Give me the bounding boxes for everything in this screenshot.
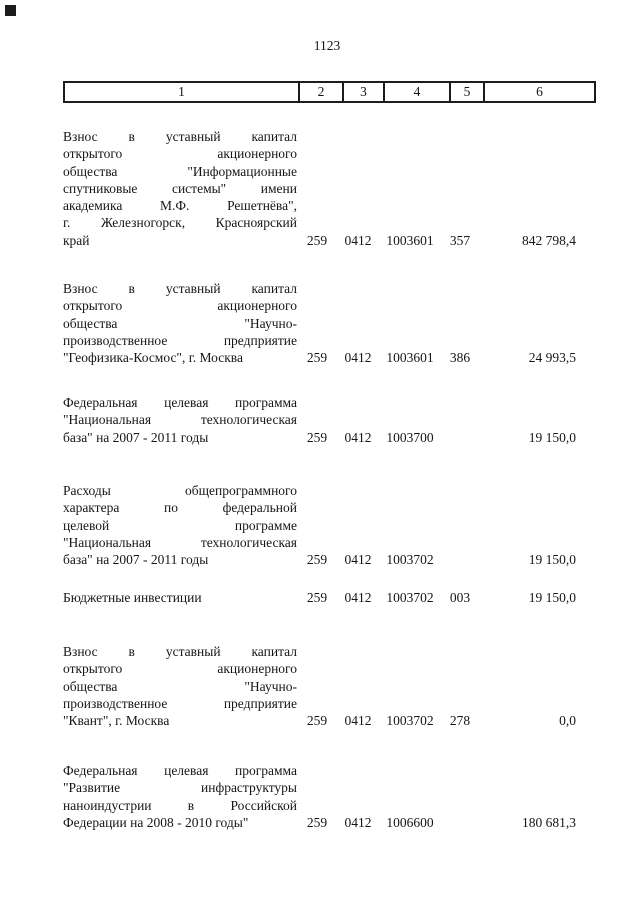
row-codes-and-amount (297, 712, 576, 729)
expense-type-cell: 003 (449, 590, 471, 605)
table-row (63, 589, 576, 606)
description-line: край (63, 232, 90, 248)
target-article-cell: 1003601 (386, 232, 434, 248)
amount-cell: 0,0 (559, 713, 576, 729)
chapter-code-cell: 259 (306, 350, 328, 366)
row-codes-and-amount (297, 232, 576, 249)
row-description (63, 394, 297, 446)
description-line: открытого акционерного (63, 661, 297, 677)
section-code-cell: 0412 (344, 590, 372, 605)
expense-type-cell (441, 814, 479, 831)
row-description (63, 762, 297, 831)
header-cell-6: 6 (536, 84, 543, 99)
scan-artifact-mark (5, 5, 16, 16)
page-number: 1123 (313, 38, 341, 53)
description-line: Федеральная целевая программа (63, 395, 297, 410)
expense-type-cell: 386 (449, 350, 471, 366)
section-code-cell: 0412 (344, 552, 372, 568)
chapter-code-cell: 259 (306, 429, 328, 445)
description-line: Расходы общепрограммного (63, 483, 297, 498)
row-description (63, 482, 297, 568)
table-row (63, 643, 576, 729)
expense-type-cell: 278 (449, 713, 471, 729)
row-description (63, 643, 297, 729)
description-line: "Квант", г. Москва (63, 713, 170, 729)
amount-cell: 19 150,0 (528, 552, 576, 568)
description-line: открытого акционерного (63, 298, 297, 314)
description-line: "Развитие инфраструктуры (63, 780, 297, 796)
description-line: г. Железногорск, Красноярский (63, 215, 297, 231)
description-line: база" на 2007 - 2011 годы (63, 552, 209, 568)
description-line: производственное предприятие (63, 332, 297, 348)
section-code-cell: 0412 (344, 232, 372, 248)
table-row (63, 128, 576, 249)
description-line: Федерации на 2008 - 2010 годы" (63, 814, 249, 830)
description-line: Взнос в уставный капитал (63, 644, 297, 659)
header-cell-5: 5 (451, 83, 485, 101)
chapter-code-cell: 259 (306, 232, 328, 248)
description-line: общества "Информационные (63, 163, 297, 179)
target-article-cell: 1003601 (386, 350, 434, 366)
description-line: общества "Научно- (63, 315, 297, 331)
section-code-cell: 0412 (344, 814, 372, 830)
expense-type-cell (441, 429, 479, 446)
description-line: "Национальная технологическая (63, 412, 297, 428)
table-row (63, 482, 576, 568)
description-line: "Геофизика-Космос", г. Москва (63, 350, 243, 366)
description-line: открытого акционерного (63, 146, 297, 162)
description-line: целевой программе (63, 517, 297, 533)
amount-cell: 19 150,0 (528, 429, 576, 445)
chapter-code-cell: 259 (306, 552, 328, 568)
header-cell-4: 4 (385, 83, 451, 101)
description-line: Взнос в уставный капитал (63, 129, 297, 144)
amount-cell: 19 150,0 (528, 590, 576, 605)
row-description (63, 589, 297, 606)
description-line: Федеральная целевая программа (63, 763, 297, 778)
row-codes-and-amount (297, 551, 576, 568)
row-codes-and-amount (297, 814, 576, 831)
row-codes-and-amount (297, 589, 576, 606)
description-line: общества "Научно- (63, 678, 297, 694)
header-cell-1: 1 (65, 83, 300, 101)
description-line: база" на 2007 - 2011 годы (63, 429, 209, 445)
section-code-cell: 0412 (344, 713, 372, 729)
header-cell-3: 3 (344, 83, 385, 101)
target-article-cell: 1003702 (386, 713, 434, 729)
row-codes-and-amount (297, 429, 576, 446)
description-line: Бюджетные инвестиции (63, 590, 202, 605)
expense-type-cell: 357 (449, 232, 471, 248)
table-row (63, 394, 576, 446)
table-row (63, 280, 576, 366)
amount-cell: 842 798,4 (522, 232, 576, 248)
chapter-code-cell: 259 (306, 814, 328, 830)
description-line: наноиндустрии в Российской (63, 797, 297, 813)
description-line: спутниковые системы" имени (63, 180, 297, 196)
budget-table-header-row (63, 81, 596, 103)
amount-cell: 24 993,5 (528, 350, 576, 366)
target-article-cell: 1003700 (386, 429, 434, 445)
expense-type-cell (441, 551, 479, 568)
amount-cell: 180 681,3 (522, 814, 576, 830)
row-description (63, 128, 297, 249)
target-article-cell: 1003702 (386, 552, 434, 568)
row-codes-and-amount (297, 349, 576, 366)
description-line: "Национальная технологическая (63, 534, 297, 550)
chapter-code-cell: 259 (306, 713, 328, 729)
description-line: Взнос в уставный капитал (63, 281, 297, 296)
table-row (63, 762, 576, 831)
section-code-cell: 0412 (344, 429, 372, 445)
row-description (63, 280, 297, 366)
header-cell-2: 2 (300, 83, 344, 101)
section-code-cell: 0412 (344, 350, 372, 366)
target-article-cell: 1006600 (386, 814, 434, 830)
description-line: академика М.Ф. Решетнёва", (63, 198, 297, 214)
description-line: характера по федеральной (63, 500, 297, 516)
description-line: производственное предприятие (63, 695, 297, 711)
chapter-code-cell: 259 (306, 590, 328, 605)
target-article-cell: 1003702 (386, 590, 434, 605)
